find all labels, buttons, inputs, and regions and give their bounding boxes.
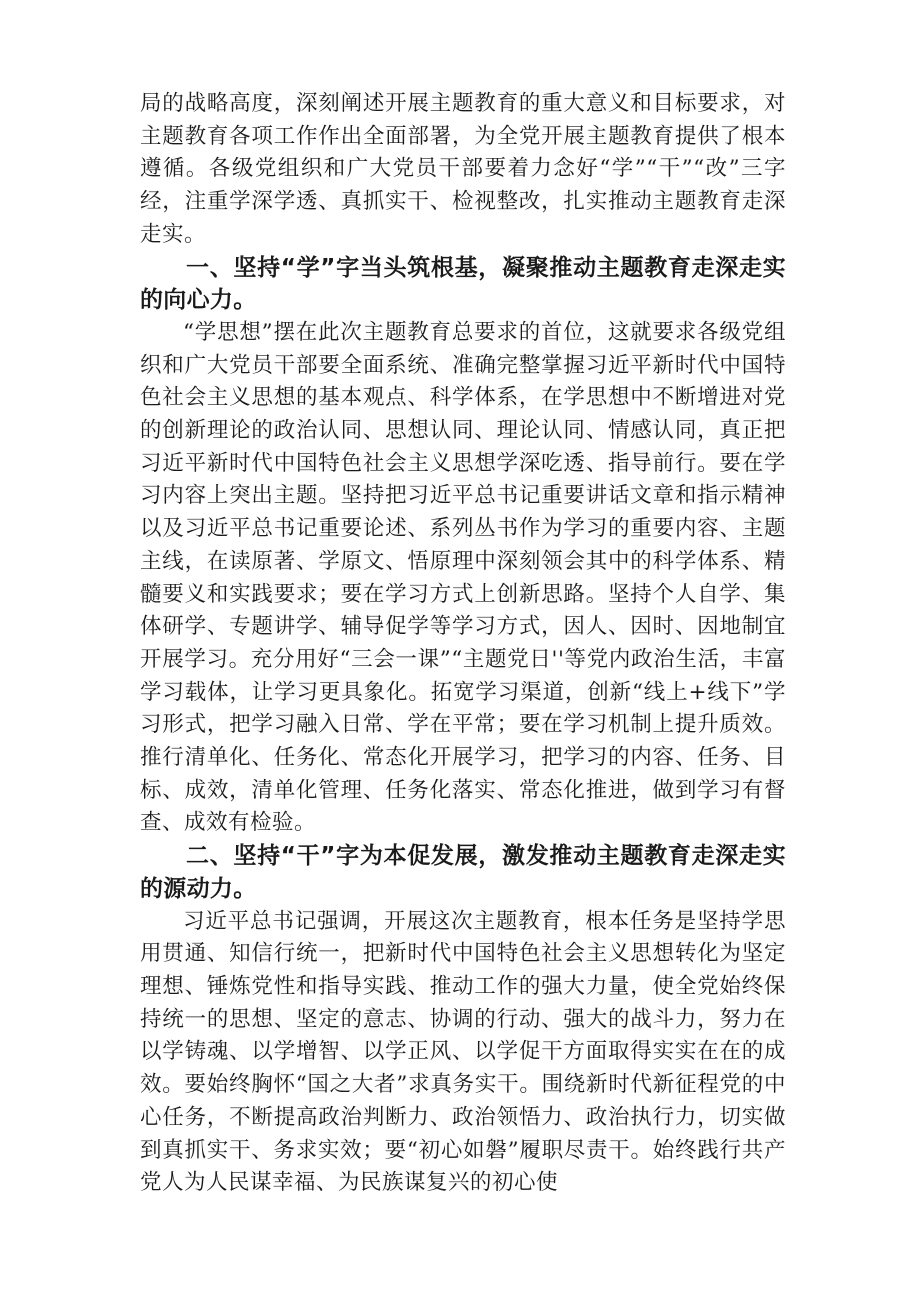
section-2-heading: 二、坚持“干”字为本促发展，激发推动主题教育走深走实的源动力。 <box>140 843 786 902</box>
section-1-body: “学思想”摆在此次主题教育总要求的首位，这就要求各级党组织和广大党员干部要全面系统、准确完整掌握习近平新时代中国特色社会主义思想的基本观点、科学体系，在学思想中不断增进对党的创新理论的政治认同、思想认同、理论认同、情感认同，真正把习近平新时代中国特色社会主义思想学深吃透、指导前行。要在学习内容上突出主题。坚持把习近平总书记重要讲话文章和指示精神以及习近平总书记重要论述、系列丛书作为学习的重要内容、主题主线，在读原著、学原文、悟原理中深刻领会其中的科学体系、精髓要义和实践要求；要在学习方式上创新思路。坚持个人自学、集体研学、专题讲学、辅导促学等学习方式，因人、因时、因地制宜开展学习。充分用好“三会一课”“主题党日''等党内政治生活，丰富学习载体，让学习更具象化。拓宽学习渠道，创新“线上+线下”学习形式，把学习融入日常、学在平常；要在学习机制上提升质效。推行清单化、任务化、常态化开展学习，把学习的内容、任务、目标、成效，清单化管理、任务化落实、常态化推进，做到学习有督查、成效有检验。 <box>140 319 786 836</box>
section-2-body: 习近平总书记强调，开展这次主题教育，根本任务是坚持学思用贯通、知信行统一，把新时代中国特色社会主义思想转化为坚定理想、锤炼党性和指导实践、推动工作的强大力量，使全党始终保持统一的思想、坚定的意志、协调的行动、强大的战斗力，努力在以学铸魂、以学增智、以学正风、以学促干方面取得实实在在的成效。要始终胸怀“国之大者”求真务实干。围绕新时代新征程党的中心任务，不断提高政治判断力、政治领悟力、政治执行力，切实做到真抓实干、务求实效；要“初心如磐”履职尽责干。始终践行共产党人为人民谋幸福、为民族谋复兴的初心使 <box>140 908 786 1196</box>
intro-paragraph: 局的战略高度，深刻阐述开展主题教育的重大意义和目标要求，对主题教育各项工作作出全面部署，为全党开展主题教育提供了根本遵循。各级党组织和广大党员干部要着力念好“学”“干”“改”三字经，注重学深学透、真抓实干、检视整改，扎实推动主题教育走深走实。 <box>140 91 786 247</box>
document-page <box>140 88 786 1200</box>
section-1-heading: 一、坚持“学”字当头筑根基，凝聚推动主题教育走深走实的向心力。 <box>140 254 786 314</box>
